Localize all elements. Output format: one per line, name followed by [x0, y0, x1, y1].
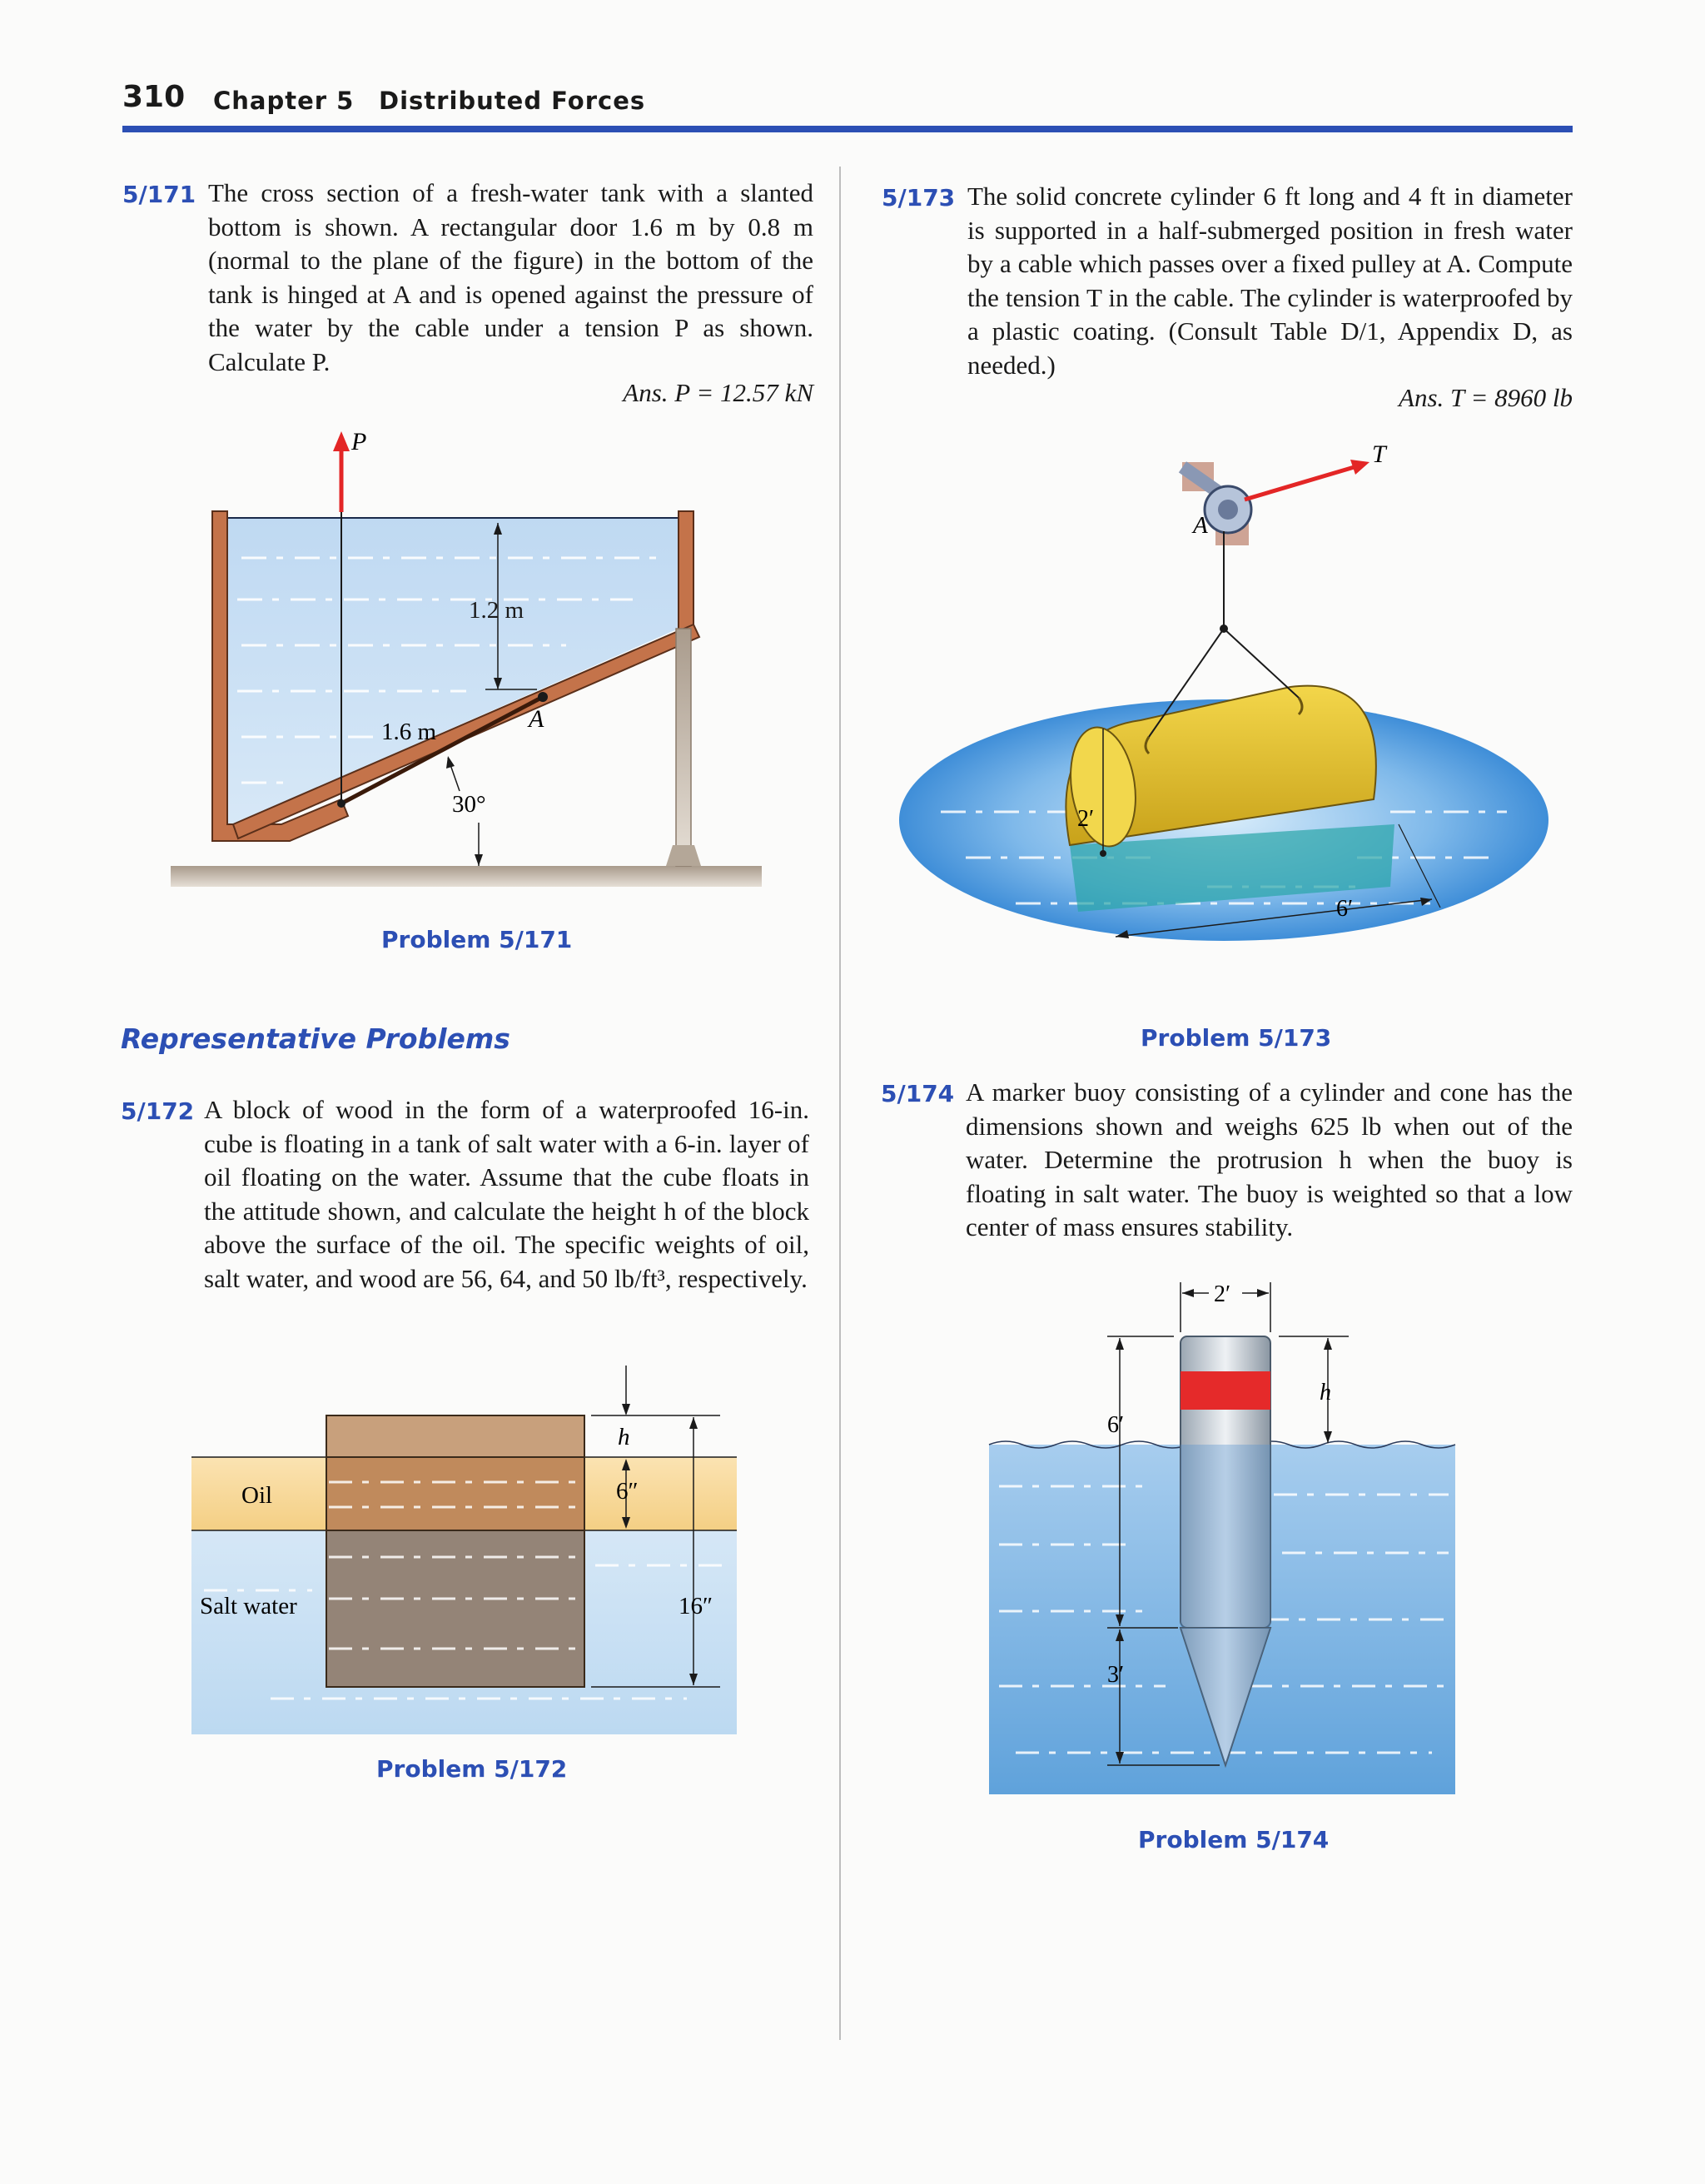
label-depth: 1.2 m: [469, 597, 524, 624]
label-hinge-A: A: [529, 705, 544, 733]
label-height-h: h: [618, 1424, 630, 1450]
section-title: Representative Problems: [121, 1022, 510, 1055]
answer-173: Ans. T = 8960 lb: [1399, 383, 1573, 412]
problem-text: The cross section of a fresh-water tank with a slanted bottom is shown. A rectangular door 1.6 m by 0.8 m (normal to the plane of the figure) in the bottom of the tank is hinged at A and is opened against the pressure of the water by the cable under a tension P as shown. Calculate P.: [208, 178, 813, 376]
page-number: 310: [122, 80, 186, 114]
answer-171: Ans. P = 12.57 kN: [623, 378, 813, 407]
figure-171: [167, 425, 766, 891]
problem-172: [121, 1093, 809, 1296]
figure-173: [891, 433, 1524, 933]
label-angle: 30°: [452, 791, 486, 818]
problem-text: The solid concrete cylinder 6 ft long and 4 ft in diameter is supported in a half-submerged position in fresh water by a cable which passes over a fixed pulley at A. Compute the tension T in the cable. The cylinder is waterproofed by a plastic coating. (Consult Table D/1, Appendix D, as needed.): [967, 182, 1573, 380]
problem-number: 5/171: [122, 181, 196, 208]
problem-174: [881, 1076, 1573, 1245]
label-door-length: 1.6 m: [381, 719, 437, 745]
column-divider: [839, 167, 841, 2040]
label-length: 6′: [1336, 896, 1354, 922]
figure-172: [187, 1349, 745, 1740]
label-force-P: P: [351, 428, 367, 455]
label-salt-water: Salt water: [200, 1593, 297, 1619]
caption-174: Problem 5/174: [1138, 1826, 1330, 1853]
label-cone-length: 3′: [1107, 1662, 1125, 1688]
chapter-title: Distributed Forces: [379, 87, 646, 115]
label-radius: 2′: [1077, 806, 1095, 832]
problem-number: 5/173: [882, 184, 956, 211]
caption-173: Problem 5/173: [1141, 1024, 1332, 1052]
label-protrusion-h: h: [1320, 1380, 1331, 1405]
figure-174: [982, 1270, 1465, 1803]
caption-171: Problem 5/171: [381, 926, 573, 953]
label-diameter: 2′: [1214, 1281, 1231, 1307]
chapter-label: Chapter 5: [213, 87, 355, 115]
label-oil: Oil: [241, 1482, 273, 1509]
problem-number: 5/172: [121, 1097, 195, 1125]
header-rule: [122, 126, 1573, 132]
problem-text: A block of wood in the form of a waterproofed 16-in. cube is floating in a tank of salt water with a 6-in. layer of oil floating on the water. Assume that the cube floats in the attitude shown, and calculate the height h of the block above the surface of the oil. The specific weights of oil, salt water, and wood are 56, 64, and 50 lb/ft³, respectively.: [204, 1095, 809, 1293]
label-oil-depth: 6″: [616, 1478, 639, 1505]
problem-text: A marker buoy consisting of a cylinder and cone has the dimensions shown and weighs 625 lb when out of the water. Determine the protrusion h when the buoy is floating in salt water. The buoy is weighted so that a low center of mass ensures stability.: [966, 1077, 1573, 1241]
label-cube-side: 16″: [679, 1593, 713, 1619]
label-tension-T: T: [1372, 440, 1386, 468]
caption-172: Problem 5/172: [376, 1755, 568, 1783]
problem-171: [122, 177, 813, 379]
label-cylinder-length: 6′: [1107, 1412, 1125, 1438]
problem-number: 5/174: [881, 1080, 955, 1107]
problem-173: [882, 180, 1573, 382]
label-pulley-A: A: [1193, 512, 1208, 539]
